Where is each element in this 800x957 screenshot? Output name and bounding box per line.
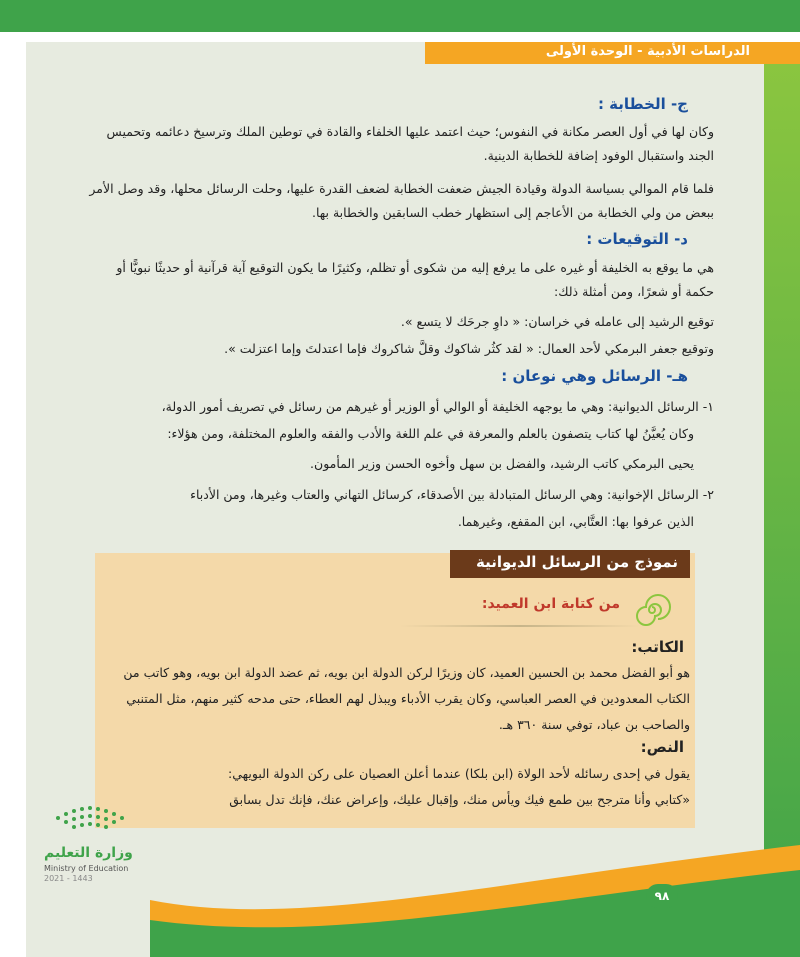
header-band — [425, 42, 800, 64]
right-green-strip — [764, 42, 800, 957]
rasail-item-1-line-3: يحيى البرمكي كاتب الرشيد، والفضل بن سهل وأخوه الحسن وزير المأمون. — [310, 456, 694, 471]
ornament-line — [400, 625, 640, 627]
tawqiat-heading: د- التوقيعات : — [586, 230, 688, 248]
model-box-title: نموذج من الرسائل الديوانية — [450, 550, 690, 578]
khataba-paragraph-2: فلما قام الموالي بسياسة الدولة وقيادة الجيش ضعفت الخطابة لضعف القدرة عليها، وحلت الرسائل محلها، وقد وصل الأمر ببعض من ولي الخطابة من الأعاجم إلى استظهار خطب السابقين والخطابة بها. — [89, 181, 714, 220]
nass-line-1: يقول في إحدى رسائله لأحد الولاة (ابن بلكا) عندما أعلن العصيان على ركن الدولة البويهي: — [227, 766, 690, 781]
tawqiat-example-1: توقيع الرشيد إلى عامله في خراسان: « داوِ جرحَك لا يتسع ». — [400, 314, 714, 329]
ministry-name-ar: وزارة التعليم — [44, 845, 133, 861]
rasail-heading: هـ- الرسائل وهي نوعان : — [501, 367, 688, 385]
katib-label: الكاتب: — [631, 638, 684, 656]
header-title: الدراسات الأدبية - الوحدة الأولى — [545, 44, 750, 59]
nass-line-2: «كتابي وأنا مترجح بين طمع فيك ويأس منك، وإقبال عليك، وإعراض عنك، فإنك تدل بسابق — [229, 792, 690, 807]
khataba-heading: ج- الخطابة : — [597, 95, 688, 113]
khataba-paragraph-1: وكان لها في أول العصر مكانة في النفوس؛ حيث اعتمد عليها الخلفاء والقادة في توطين الملك وترسيخ دعائمه وتحميس الجند واستقبال الوفود إضافة للخطابة الدينية. — [106, 124, 714, 163]
rasail-item-1-line-1: ١- الرسائل الديوانية: وهي ما يوجهه الخليفة أو الوالي أو الوزير أو غيرهم من رسائل في تصريف أمور الدولة، — [161, 399, 714, 414]
top-green-band — [0, 0, 800, 32]
rasail-item-2-line-1: ٢- الرسائل الإخوانية: وهي الرسائل المتبادلة بين الأصدقاء، كرسائل التهاني والعتاب وغيرها، ومن الأدباء — [190, 487, 714, 502]
page-number: ٩٨ — [646, 884, 678, 908]
rasail-item-1-line-2: وكان يُعيَّنُ لها كتاب يتصفون بالعلم والمعرفة في علم اللغة والأدب والفقه والعلوم المختلفة، ومن هؤلاء: — [167, 426, 694, 441]
model-subtitle: من كتابة ابن العميد: — [481, 596, 620, 612]
tawqiat-example-2: وتوقيع جعفر البرمكي لأحد العمال: « لقد كثُر شاكوك وقلَّ شاكروك فإما اعتدلتَ وإما اعتزلت ». — [224, 341, 714, 356]
nass-label: النص: — [640, 738, 684, 756]
ministry-year: 2021 - 1443 — [44, 874, 93, 883]
top-white-gap — [0, 32, 800, 42]
tawqiat-paragraph: هي ما يوقع به الخليفة أو غيره على ما يرفع إليه من شكوى أو تظلم، وكثيرًا ما يكون التوقيع آية قرآنية أو حديثًا نبويًّا أو حكمة أو شعرًا، ومن أمثلة ذلك: — [116, 260, 714, 299]
rasail-item-2-line-2: الذين عرفوا بها: العتَّابي، ابن المقفع، وغيرهما. — [457, 514, 694, 529]
bottom-wave-decoration — [150, 840, 800, 957]
ministry-name-en: Ministry of Education — [44, 864, 129, 873]
katib-text: هو أبو الفضل محمد بن الحسين العميد، كان وزيرًا لركن الدولة ابن بويه، ثم عضد الدولة ابن بويه، وهو كاتب من الكتاب المعدودين في العصر العباسي، وكان يقرب الأدباء ويبذل لهم العطاء، حتى مدحه كثير منهم، مثل المتنبي والصاحب بن عباد، توفي سنة ٣٦٠ هـ. — [123, 665, 690, 732]
